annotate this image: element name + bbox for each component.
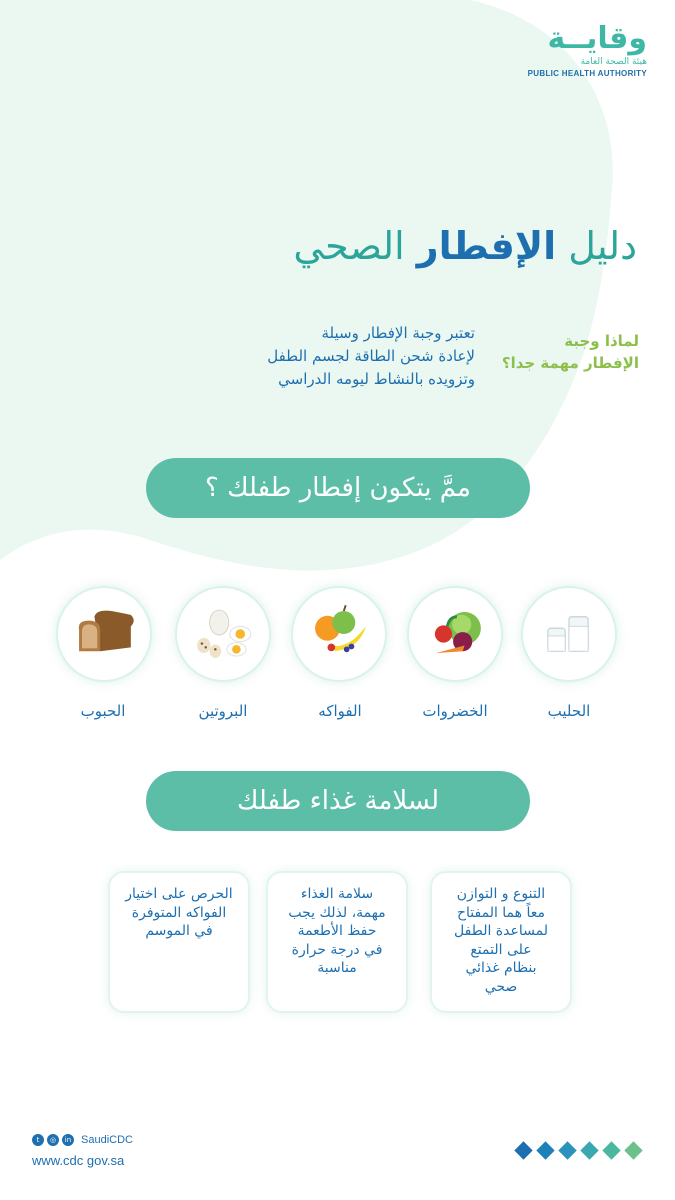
tip-text bbox=[268, 873, 406, 990]
tip-line: معاً هما المفتاح bbox=[456, 904, 546, 921]
food-label: الحبوب bbox=[80, 702, 126, 720]
linkedin-icon[interactable]: in bbox=[62, 1134, 74, 1146]
why-question-line: الإفطار مهمة جدا؟ bbox=[501, 354, 639, 372]
website-link[interactable]: www.cdc gov.sa bbox=[32, 1153, 125, 1168]
logo-arabic: وقايــة bbox=[547, 21, 647, 56]
section-heading-food-safety: لسلامة غذاء طفلك bbox=[146, 771, 530, 831]
diamond-icon bbox=[536, 1141, 554, 1159]
food-label: الخضروات bbox=[422, 702, 488, 720]
social-handle[interactable]: SaudiCDC bbox=[81, 1134, 133, 1146]
tip-card bbox=[430, 871, 572, 1013]
diamond-icon bbox=[580, 1141, 598, 1159]
tip-line: صحي bbox=[484, 978, 518, 995]
milk-icon bbox=[521, 586, 617, 682]
section-heading-breakfast-components: ممَّ يتكون إفطار طفلك ؟ bbox=[146, 458, 530, 518]
tip-line: سلامة الغذاء bbox=[300, 886, 374, 902]
why-answer-line: تعتبر وجبة الإفطار وسيلة bbox=[321, 324, 475, 342]
food-label: الحليب bbox=[547, 702, 591, 720]
tip-line: حفظ الأطعمة bbox=[297, 923, 377, 939]
decorative-diamonds bbox=[513, 1142, 653, 1160]
tip-line: الحرص على اختيار bbox=[125, 886, 233, 902]
food-label: البروتين bbox=[198, 702, 248, 720]
diamond-icon bbox=[624, 1141, 642, 1159]
fruits-icon bbox=[291, 586, 387, 682]
social-links bbox=[32, 1134, 133, 1146]
logo-arabic-subtitle: هيئة الصحة العامة bbox=[580, 57, 647, 67]
diamond-icon bbox=[602, 1141, 620, 1159]
tip-line: على التمتع bbox=[470, 941, 532, 958]
diamond-icon bbox=[514, 1141, 532, 1159]
why-question-line: لماذا وجبة bbox=[564, 332, 639, 350]
tip-line: الفواكه المتوفرة bbox=[131, 904, 227, 921]
tip-text bbox=[110, 873, 248, 953]
food-label: الفواكه bbox=[318, 702, 362, 720]
tip-line: التنوع و التوازن bbox=[456, 886, 546, 902]
why-answer-line: لإعادة شحن الطاقة لجسم الطفل bbox=[267, 347, 475, 365]
tip-line: في درجة حرارة bbox=[291, 941, 383, 958]
vegetables-icon bbox=[407, 586, 503, 682]
diamond-icon bbox=[558, 1141, 576, 1159]
twitter-icon[interactable]: t bbox=[32, 1134, 44, 1146]
tip-line: مهمة، لذلك يجب bbox=[288, 904, 386, 921]
logo-english: PUBLIC HEALTH AUTHORITY bbox=[527, 69, 647, 78]
bread-icon bbox=[56, 586, 152, 682]
eggs-icon bbox=[175, 586, 271, 682]
why-answer bbox=[175, 322, 475, 391]
title-part2: الإفطار bbox=[416, 224, 557, 268]
title-part1: دليل bbox=[568, 224, 637, 268]
logo bbox=[517, 22, 647, 80]
tip-card bbox=[266, 871, 408, 1013]
title-part3: الصحي bbox=[293, 224, 405, 268]
why-answer-line: وتزويده بالنشاط ليومه الدراسي bbox=[278, 370, 475, 388]
instagram-icon[interactable]: ◎ bbox=[47, 1134, 59, 1146]
tip-line: لمساعدة الطفل bbox=[454, 923, 548, 939]
tip-line: مناسبة bbox=[317, 960, 357, 976]
page-title bbox=[293, 224, 637, 268]
why-question bbox=[469, 330, 639, 374]
tip-text bbox=[432, 873, 570, 1008]
tip-card bbox=[108, 871, 250, 1013]
tip-line: في الموسم bbox=[145, 923, 213, 939]
tip-line: بنظام غذائي bbox=[465, 960, 537, 976]
